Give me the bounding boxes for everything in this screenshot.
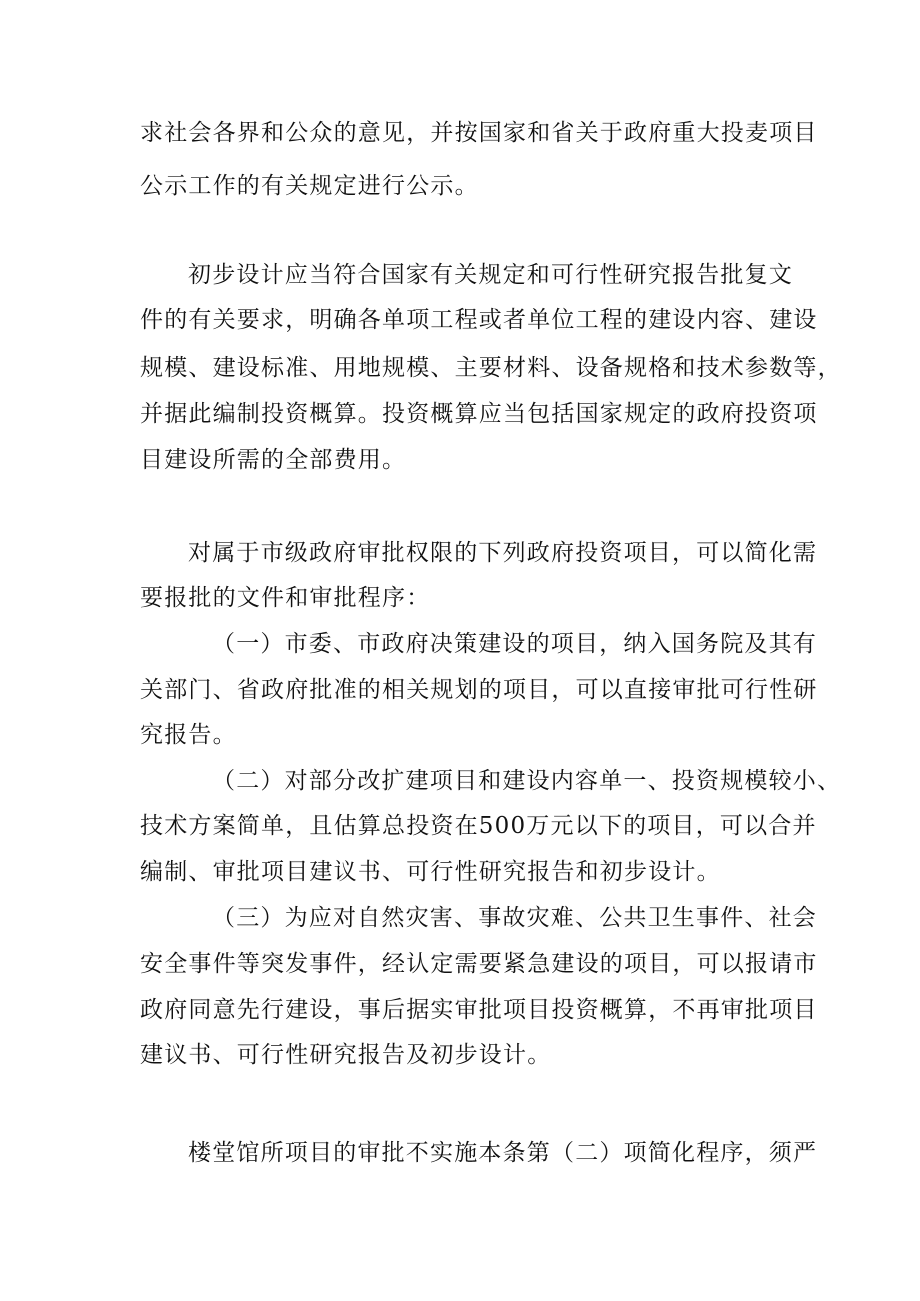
text-line: 件的有关要求，明确各单项工程或者单位工程的建设内容、建设 [140,307,818,333]
text-line: 技术方案简单，且估算总投资在500万元以下的项目，可以合并 [140,813,817,839]
text-line: 政府同意先行建设，事后据实审批项目投资概算，不再审批项目 [140,997,818,1023]
text-line: 对属于市级政府审批权限的下列政府投资项目，可以简化需 [188,540,818,566]
text-line: 公示工作的有关规定进行公示。 [140,173,479,199]
text-line: 并据此编制投资概算。投资概算应当包括国家规定的政府投资项 [140,401,818,427]
text-line: 关部门、省政府批准的相关规划的项目，可以直接审批可行性研 [140,677,818,703]
text-line: 究报告。 [140,722,237,748]
text-line: （三）为应对自然灾害、事故灾难、公共卫生事件、社会 [212,905,817,931]
text-line: 规模、建设标准、用地规模、主要材料、设备规格和技术参数等， [140,355,842,381]
text-line: （二）对部分改扩建项目和建设内容单一、投资规模较小、 [212,768,842,794]
text-line: 楼堂馆所项目的审批不实施本条第（二）项简化程序，须严 [188,1140,818,1166]
text-line: 编制、审批项目建议书、可行性研究报告和初步设计。 [140,859,721,885]
text-line: 安全事件等突发事件，经认定需要紧急建设的项目，可以报请市 [140,951,818,977]
text-line: 建议书、可行性研究报告及初步设计。 [140,1042,552,1068]
text-line: （一）市委、市政府决策建设的项目，纳入国务院及其有 [212,631,817,657]
text-line: 初步设计应当符合国家有关规定和可行性研究报告批复文 [188,262,793,288]
text-line: 求社会各界和公众的意见，并按国家和省关于政府重大投麦项目 [140,120,818,146]
text-line: 要报批的文件和审批程序： [140,585,431,611]
text-line: 目建设所需的全部费用。 [140,447,407,473]
